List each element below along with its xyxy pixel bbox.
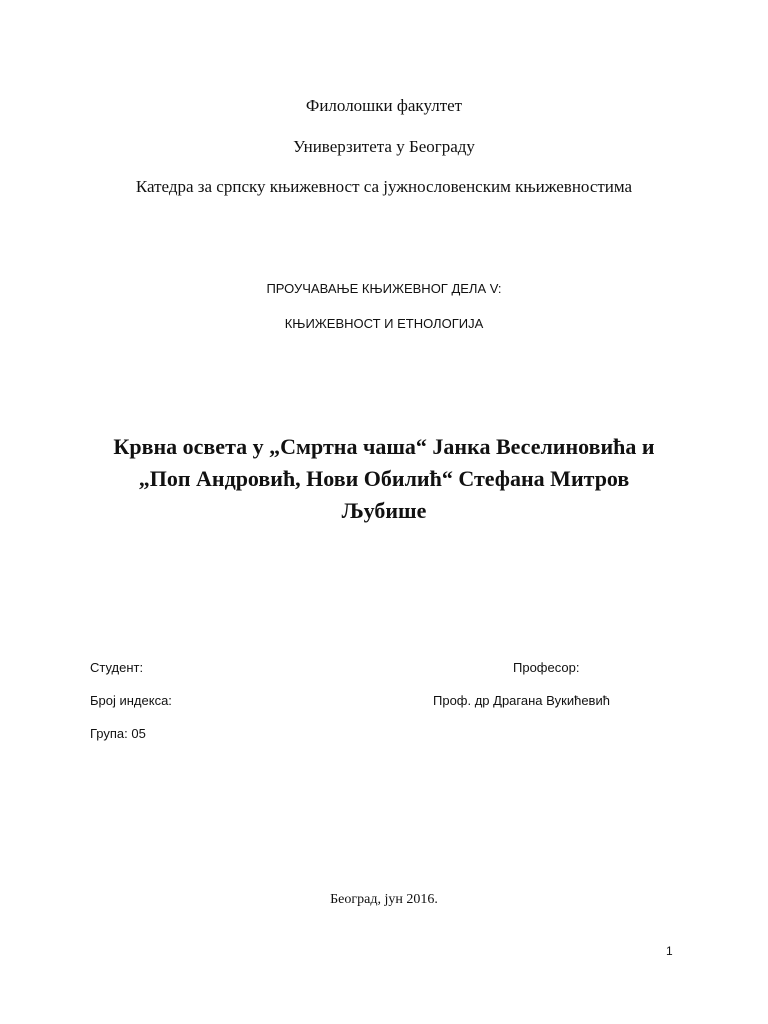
professor-name: Проф. др Драгана Вукићевић bbox=[433, 693, 610, 708]
place-and-date: Београд, јун 2016. bbox=[330, 892, 438, 907]
paper-title-line-3: Љубише bbox=[341, 498, 427, 523]
department-name: Катедра за српску књижевност са јужнословенским књижевностима bbox=[135, 177, 633, 196]
faculty-name: Филолошки факултет bbox=[305, 96, 463, 115]
professor-label: Професор: bbox=[513, 660, 580, 675]
index-number-label: Број индекса: bbox=[90, 693, 172, 708]
page-number: 1 bbox=[666, 944, 673, 958]
paper-title-line-2: „Поп Андровић, Нови Обилић“ Стефана Митров bbox=[138, 466, 630, 491]
course-title-line-2: КЊИЖЕВНОСТ И ЕТНОЛОГИЈА bbox=[284, 316, 484, 331]
student-label: Студент: bbox=[90, 660, 144, 675]
paper-title-line-1: Крвна освета у „Смртна чаша“ Јанка Веселиновића и bbox=[113, 434, 655, 459]
university-name: Универзитета у Београду bbox=[293, 137, 475, 156]
group-label: Група: 05 bbox=[90, 726, 146, 741]
course-title-line-1: ПРОУЧАВАЊЕ КЊИЖЕВНОГ ДЕЛА V: bbox=[266, 281, 502, 296]
